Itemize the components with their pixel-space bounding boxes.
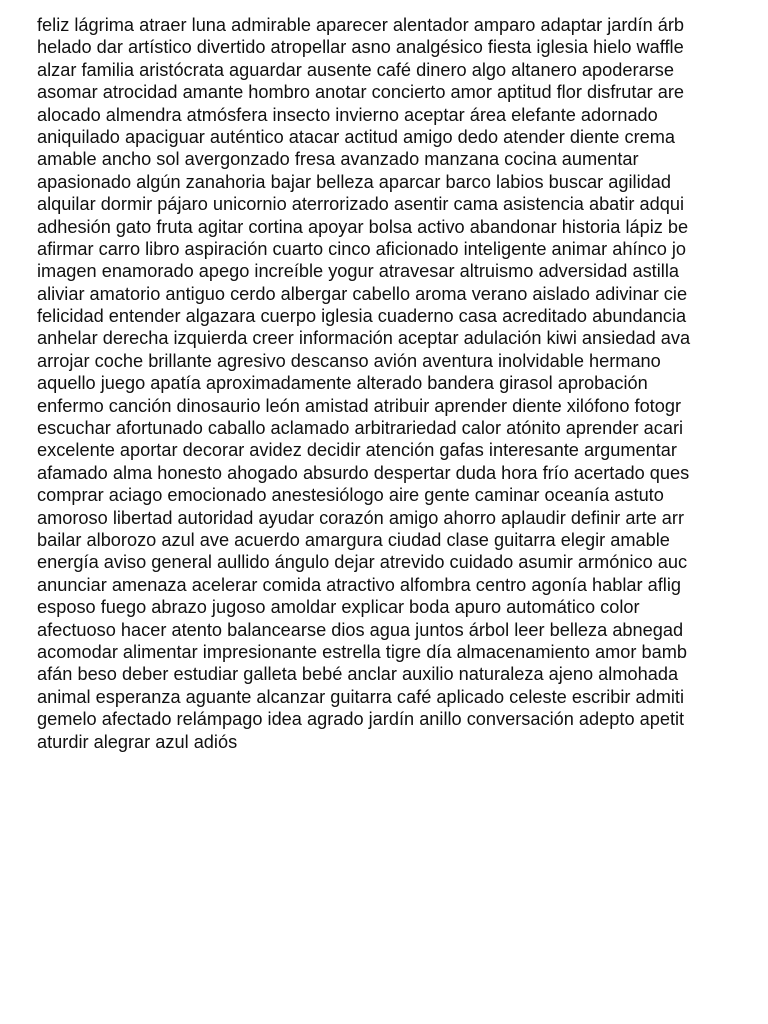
- text-line: felicidad entender algazara cuerpo iglesia cuaderno casa acreditado abundancia: [37, 306, 687, 327]
- text-line: aturdir alegrar azul adiós: [37, 731, 238, 752]
- text-line: gemelo afectado relámpago idea agrado jardín anillo conversación adepto apetit: [37, 709, 685, 730]
- text-line: helado dar artístico divertido atropellar asno analgésico fiesta iglesia hielo waffle: [37, 37, 684, 58]
- text-line: excelente aportar decorar avidez decidir atención gafas interesante argumentar: [37, 440, 677, 461]
- text-line: asomar atrocidad amante hombro anotar concierto amor aptitud flor disfrutar are: [37, 82, 684, 103]
- text-line: enfermo canción dinosaurio león amistad atribuir aprender diente xilófono fotogr: [37, 395, 682, 416]
- text-line: comprar aciago emocionado anestesiólogo aire gente caminar oceanía astuto: [37, 485, 664, 506]
- text-line: aniquilado apaciguar auténtico atacar actitud amigo dedo atender diente crema: [37, 126, 676, 147]
- text-line: feliz lágrima atraer luna admirable aparecer alentador amparo adaptar jardín árb: [37, 15, 685, 35]
- text-line: adhesión gato fruta agitar cortina apoyar bolsa activo abandonar historia lápiz be: [37, 216, 689, 237]
- text-line: amoroso libertad autoridad ayudar corazón amigo ahorro aplaudir definir arte arr: [37, 507, 685, 528]
- text-line: anunciar amenaza acelerar comida atractivo alfombra centro agonía hablar aflig: [37, 574, 681, 595]
- text-block: [37, 14, 768, 753]
- text-line: bailar alborozo azul ave acuerdo amargura ciudad clase guitarra elegir amable: [37, 529, 670, 550]
- text-line: aliviar amatorio antiguo cerdo albergar cabello aroma verano aislado adivinar cie: [37, 283, 688, 304]
- text-line: alocado almendra atmósfera insecto invierno aceptar área elefante adornado: [37, 104, 658, 125]
- text-line: afirmar carro libro aspiración cuarto cinco aficionado inteligente animar ahínco jo: [37, 238, 687, 259]
- text-line: alquilar dormir pájaro unicornio aterrorizado asentir cama asistencia abatir adqui: [37, 194, 684, 215]
- text-line: afán beso deber estudiar galleta bebé anclar auxilio naturaleza ajeno almohada: [37, 664, 679, 685]
- text-line: escuchar afortunado caballo aclamado arbitrariedad calor atónito aprender acari: [37, 418, 684, 439]
- text-line: anhelar derecha izquierda creer información aceptar adulación kiwi ansiedad ava: [37, 328, 691, 349]
- text-line: acomodar alimentar impresionante estrella tigre día almacenamiento amor bamb: [37, 641, 688, 662]
- text-line: amable ancho sol avergonzado fresa avanzado manzana cocina aumentar: [37, 149, 639, 170]
- text-line: apasionado algún zanahoria bajar belleza aparcar barco labios buscar agilidad: [37, 171, 671, 192]
- text-line: arrojar coche brillante agresivo descanso avión aventura inolvidable hermano: [37, 350, 661, 371]
- text-line: afamado alma honesto ahogado absurdo despertar duda hora frío acertado ques: [37, 462, 690, 483]
- text-line: animal esperanza aguante alcanzar guitarra café aplicado celeste escribir admiti: [37, 686, 685, 707]
- text-line: afectuoso hacer atento balancearse dios agua juntos árbol leer belleza abnegad: [37, 619, 684, 640]
- text-line: imagen enamorado apego increíble yogur atravesar altruismo adversidad astilla: [37, 261, 679, 282]
- text-line: energía aviso general aullido ángulo dejar atrevido cuidado asumir armónico auc: [37, 552, 688, 573]
- text-line: alzar familia aristócrata aguardar ausente café dinero algo altanero apoderarse: [37, 59, 674, 80]
- text-line: aquello juego apatía aproximadamente alterado bandera girasol aprobación: [37, 373, 648, 394]
- text-line: esposo fuego abrazo jugoso amoldar explicar boda apuro automático color: [37, 597, 640, 618]
